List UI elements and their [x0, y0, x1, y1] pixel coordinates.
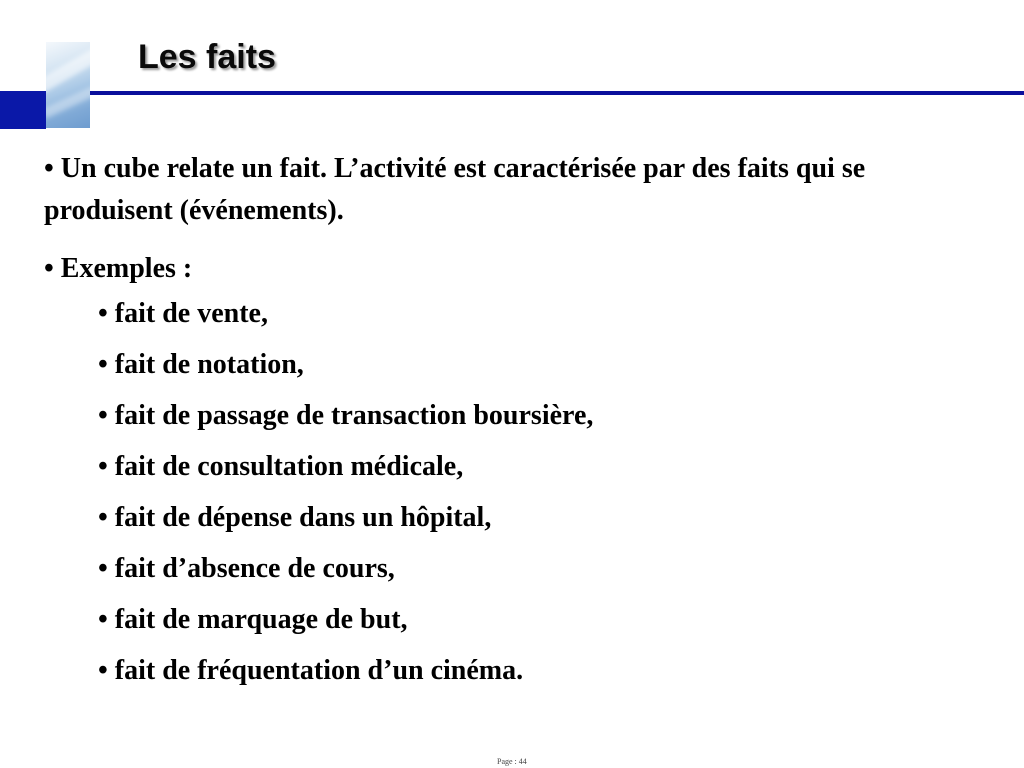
example-item: • fait d’absence de cours,	[98, 553, 395, 584]
slide-title: Les faits	[138, 38, 276, 76]
example-item: • fait de dépense dans un hôpital,	[98, 502, 492, 533]
example-item: • fait de notation,	[98, 349, 304, 380]
example-item: • fait de passage de transaction boursière,	[98, 400, 594, 431]
decorative-header-image	[46, 42, 90, 128]
page-number: Page : 44	[497, 757, 527, 766]
bullet-examples-heading: • Exemples :	[44, 253, 193, 284]
example-item: • fait de marquage de but,	[98, 604, 408, 635]
example-item: • fait de consultation médicale,	[98, 451, 464, 482]
examples-list	[44, 297, 994, 688]
header-rule	[90, 91, 1024, 95]
example-item: • fait de vente,	[98, 298, 268, 329]
slide-body	[44, 148, 994, 705]
decorative-blue-block	[0, 91, 46, 129]
bullet-definition: • Un cube relate un fait. L’activité est caractérisée par des faits qui se produisent (événements).	[44, 153, 866, 226]
example-item: • fait de fréquentation d’un cinéma.	[98, 655, 524, 686]
